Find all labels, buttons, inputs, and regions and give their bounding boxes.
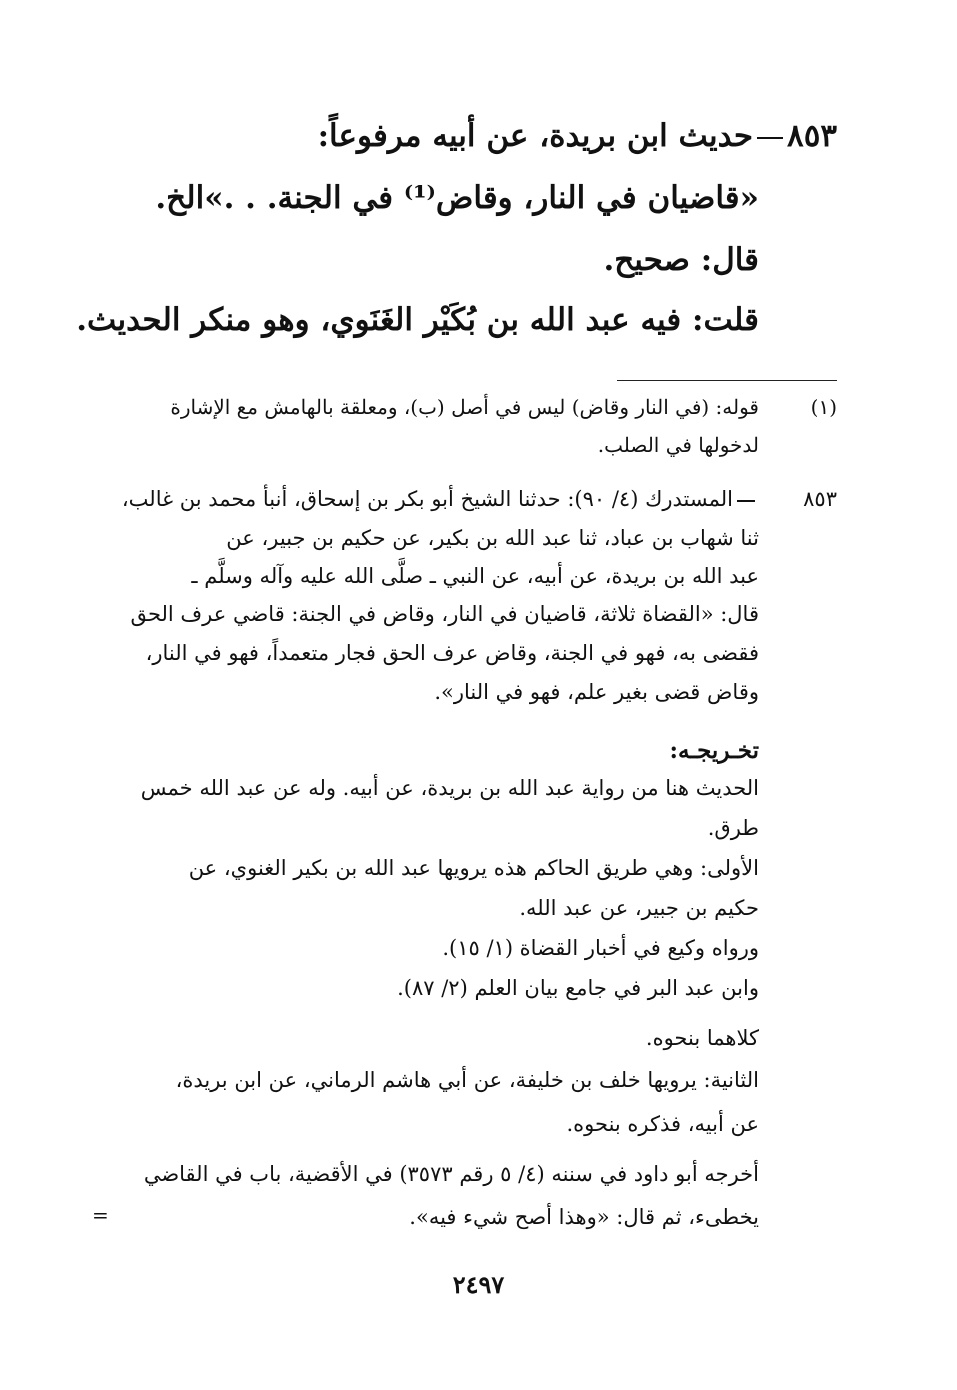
footnote-line-1: قوله: (في النار وقاض) ليس في أصل (ب)، ومعلقة بالهامش مع الإشارة <box>170 395 759 419</box>
takhrij-line-6: وابن عبد البر في جامع بيان العلم (٢/ ٨٧). <box>397 976 759 1000</box>
continuation-mark: = <box>92 1203 109 1227</box>
takhrij-line-3: الأولى: وهي طريق الحاكم هذه يرويها عبد الله بن بكير الغنوي، عن <box>188 856 759 880</box>
commentary-line-4: قال: «القضاة ثلاثة، قاضيان في النار، وقاض في الجنة: قاضي عرف الحق <box>130 602 759 626</box>
footnote-line-2: لدخولها في الصلب. <box>597 433 759 457</box>
takhrij-line-1: الحديث هنا من رواية عبد الله بن بريدة، عن أبيه. وله عن عبد الله خمس <box>140 776 759 800</box>
takhrij-line-7: كلاهما بنحوه. <box>645 1026 759 1050</box>
footnote-separator <box>617 380 837 381</box>
main-line-4: قلت: فيه عبد الله بن بُكَيْر الغَنَوي، وهو منكر الحديث. <box>76 302 759 338</box>
takhrij-heading: تخـريجـه: <box>669 737 759 764</box>
takhrij-line-2: طرق. <box>707 816 759 840</box>
main-line-3: قال: صحيح. <box>603 242 759 278</box>
commentary-line-5: فقضى به، فهو في الجنة، وقاض عرف الحق فجار متعمداً، فهو في النار، <box>145 641 759 665</box>
hadith-number: ٨٥٣ <box>787 118 837 154</box>
footnote-marker: (١) <box>810 395 837 419</box>
dash <box>737 500 755 502</box>
main-text: حديث ابن بريدة، عن أبيه مرفوعاً: <box>317 118 754 154</box>
takhrij-line-8: الثانية: يرويها خلف بن خليفة، عن أبي هاشم الرماني، عن ابن بريدة، <box>175 1068 759 1092</box>
commentary-line-1 <box>122 487 759 511</box>
commentary-line-3: عبد الله بن بريدة، عن أبيه، عن النبي ـ صلَّى الله عليه وآله وسلَّم ـ <box>191 564 759 588</box>
dash <box>757 137 783 139</box>
takhrij-line-4: حكيم بن جبير، عن عبد الله. <box>519 896 759 920</box>
commentary-line-2: ثنا شهاب بن عباد، ثنا عبد الله بن بكير، عن حكيم بن جبير، عن <box>226 526 759 550</box>
commentary-number: ٨٥٣ <box>803 487 837 511</box>
takhrij-line-11: يخطىء، ثم قال: «وهذا أصح شيء فيه». <box>409 1205 759 1229</box>
takhrij-line-5: ورواه وكيع في أخبار القضاة (١/ ١٥). <box>442 936 759 960</box>
main-line-2: «قاضيان في النار، وقاض⁽¹⁾ في الجنة. . .»الخ. <box>155 180 759 216</box>
takhrij-line-9: عن أبيه، فذكره بنحوه. <box>566 1112 759 1136</box>
takhrij-line-10: أخرجه أبو داود في سننه (٤/ ٥ رقم ٣٥٧٣) في الأقضية، باب في القاضي <box>143 1162 759 1186</box>
commentary-text: المستدرك (٤/ ٩٠): حدثنا الشيخ أبو بكر بن إسحاق، أنبأ محمد بن غالب، <box>121 487 733 511</box>
commentary-line-6: وقاض قضى بغير علم، فهو في النار». <box>434 680 759 704</box>
main-line-1 <box>318 118 837 154</box>
page-number: ٢٤٩٧ <box>452 1270 505 1299</box>
